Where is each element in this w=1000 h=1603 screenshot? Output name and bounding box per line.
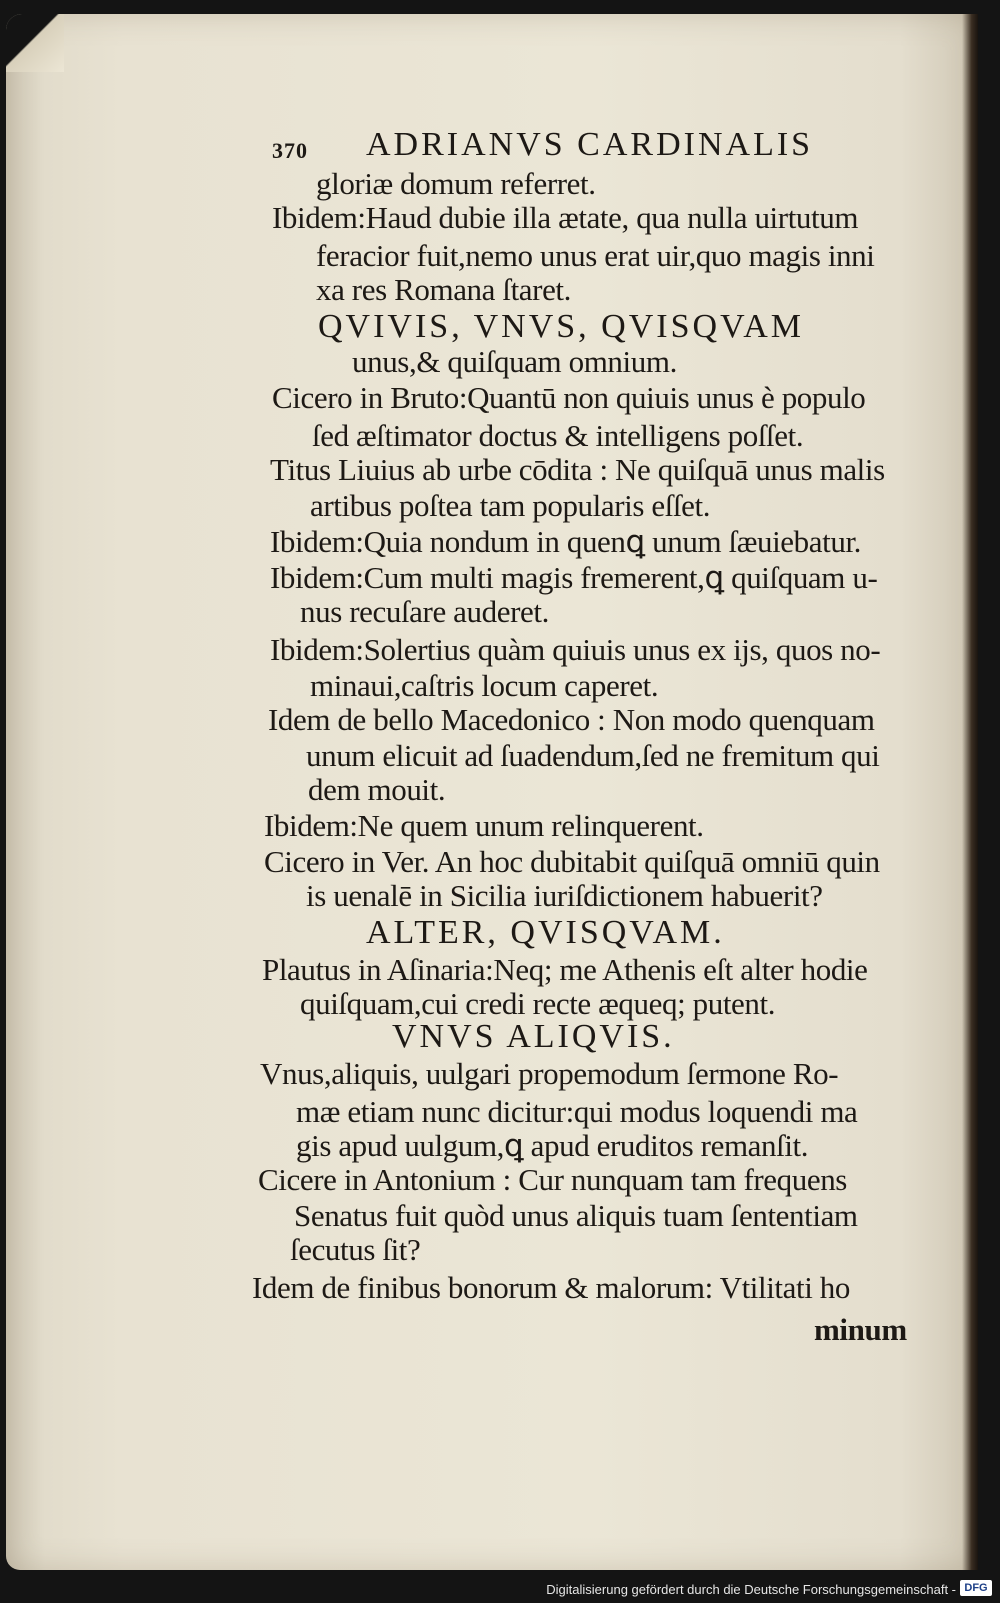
text-line: unum elicuit ad ſuadendum,ſed ne fremitum qui	[306, 738, 880, 773]
text-line: ſecutus ſit?	[290, 1232, 421, 1267]
text-line: artibus poſtea tam popularis eſſet.	[310, 488, 711, 523]
text-line: dem mouit.	[308, 772, 446, 807]
section-heading: ALTER, QVISQVAM.	[366, 914, 725, 951]
text-line: Ibidem:Cum multi magis fremerent,ꝗ quiſquam u-	[270, 560, 878, 595]
text-line: Idem de finibus bonorum & malorum: Vtilitati ho	[252, 1270, 850, 1305]
text-line: Vnus,aliquis, uulgari propemodum ſermone Ro-	[260, 1056, 839, 1091]
text-line: Cicero in Ver. An hoc dubitabit quiſquā omniū quin	[264, 844, 880, 879]
text-line: Cicero in Bruto:Quantū non quiuis unus è populo	[272, 380, 866, 415]
digitization-credit: Digitalisierung gefördert durch die Deutsche Forschungsgemeinschaft -	[546, 1582, 956, 1597]
text-line: gis apud uulgum,ꝗ apud eruditos remanſit.	[296, 1128, 809, 1163]
text-line: Idem de bello Macedonico : Non modo quenquam	[268, 702, 875, 737]
text-line: minaui,caſtris locum caperet.	[310, 668, 659, 703]
catchword: minum	[814, 1312, 907, 1347]
text-line: Ibidem:Quia nondum in quenꝗ unum ſæuiebatur.	[270, 524, 862, 559]
text-line: unus,& quiſquam omnium.	[352, 344, 677, 379]
dfg-logo: DFG	[960, 1580, 992, 1596]
text-line: is uenalē in Sicilia iuriſdictionem habuerit?	[306, 878, 823, 913]
text-line: mæ etiam nunc dicitur:qui modus loquendi ma	[296, 1094, 858, 1129]
folio-number: 370	[272, 138, 308, 163]
text-line: Titus Liuius ab urbe cōdita : Ne quiſquā unus malis	[270, 452, 885, 487]
text-line: Ibidem:Solertius quàm quiuis unus ex ijs, quos no-	[270, 632, 881, 667]
text-line: xa res Romana ſtaret.	[316, 272, 571, 307]
text-line: Ibidem:Haud dubie illa ætate, qua nulla uirtutum	[272, 200, 859, 235]
text-line: quiſquam,cui credi recte æqueq; putent.	[300, 986, 776, 1021]
section-heading: QVIVIS, VNVS, QVISQVAM	[318, 308, 805, 345]
text-line: ſed æſtimator doctus & intelligens poſſet.	[312, 418, 804, 453]
text-line: Ibidem:Ne quem unum relinquerent.	[264, 808, 704, 843]
text-line: gloriæ domum referret.	[316, 166, 596, 201]
text-line: nus recuſare auderet.	[300, 594, 549, 629]
text-line: Senatus fuit quòd unus aliquis tuam ſententiam	[294, 1198, 858, 1233]
text-line: Plautus in Aſinaria:Neq; me Athenis eſt alter hodie	[262, 952, 868, 987]
running-head: ADRIANVS CARDINALIS	[366, 126, 814, 163]
text-line: feracior fuit,nemo unus erat uir,quo magis inni	[316, 238, 875, 273]
page-corner	[6, 14, 64, 72]
section-heading: VNVS ALIQVIS.	[392, 1018, 675, 1055]
text-line: Cicere in Antonium : Cur nunquam tam frequens	[258, 1162, 847, 1197]
book-spine-shadow	[962, 14, 978, 1570]
